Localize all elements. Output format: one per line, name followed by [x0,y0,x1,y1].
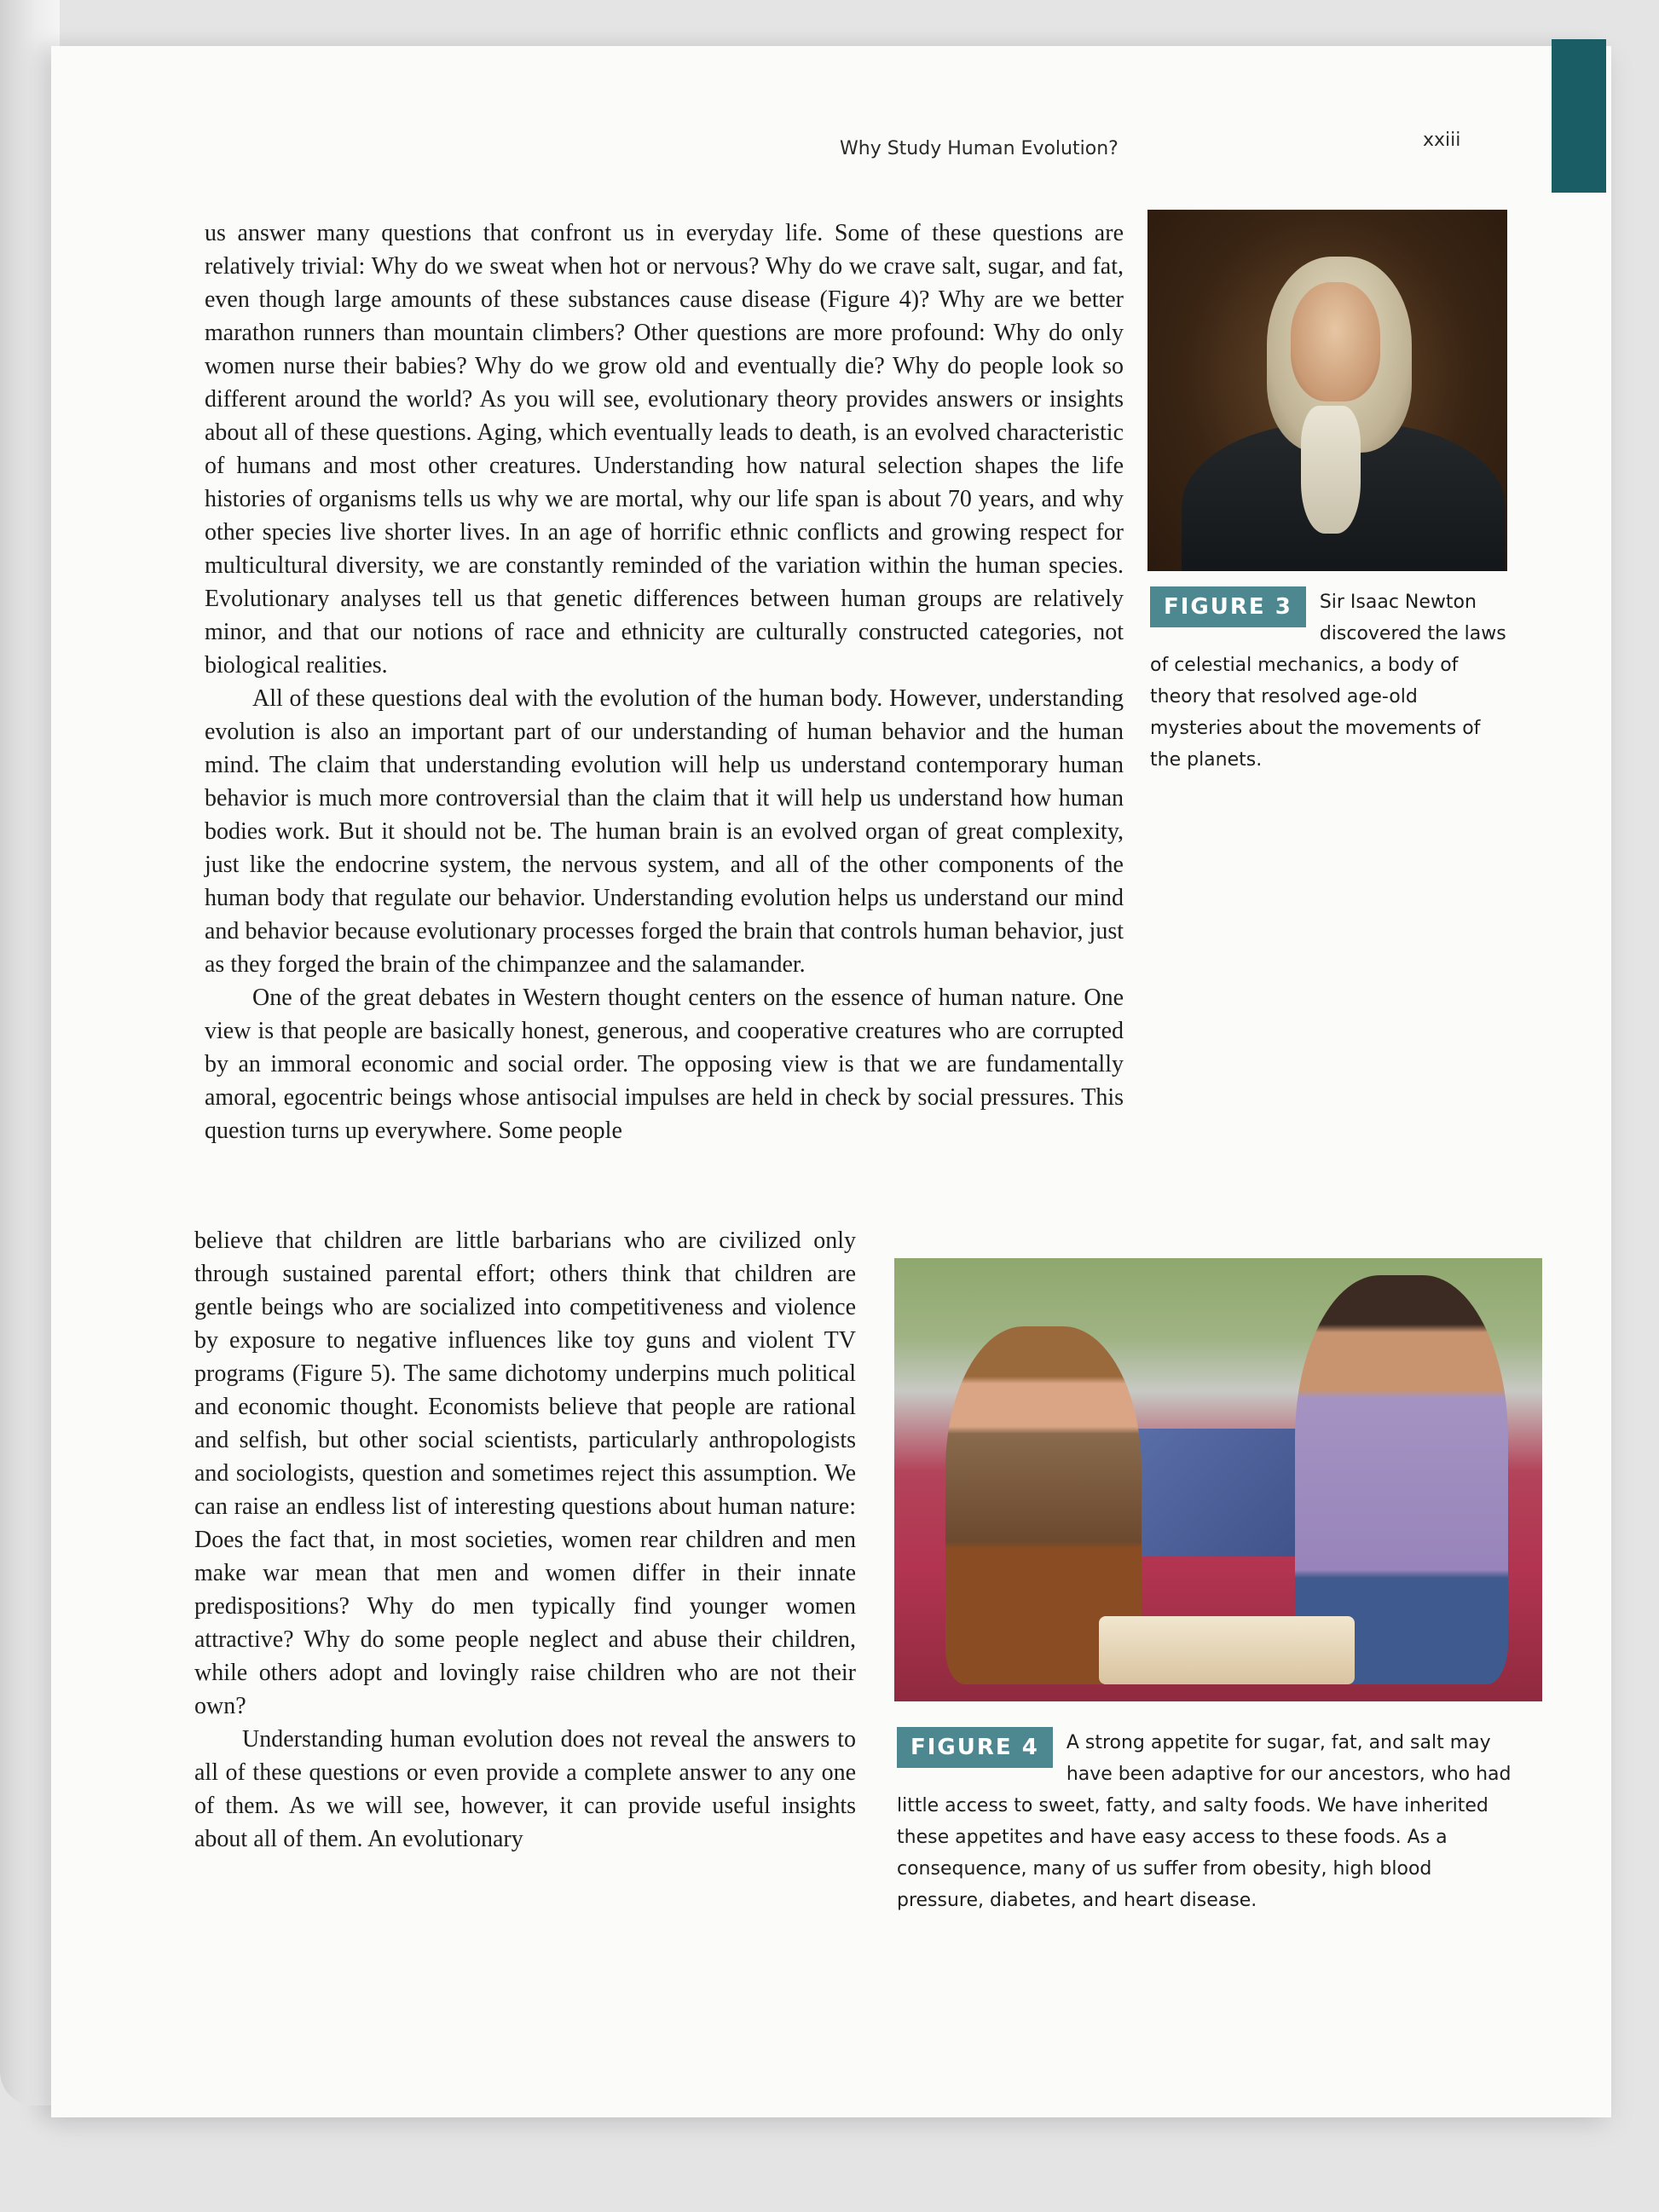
body-text-narrow-column [194,1224,856,1856]
newton-portrait-image [1147,210,1507,571]
fast-food-items [1099,1616,1355,1684]
chapter-tab [1552,39,1606,193]
figure-3-caption-text: Sir Isaac Newton discovered the laws of celestial mechanics, a body of theory that resolved age-old mysteries about the movements of the planets. [1150,592,1506,771]
fast-food-couple-image [894,1258,1542,1701]
figure-4-caption [897,1727,1516,1916]
body-text-full-width [205,217,1124,1147]
portrait-face [1291,282,1380,401]
running-header: Why Study Human Evolution? [840,138,1119,159]
paragraph: One of the great debates in Western thought centers on the essence of human nature. One view is that people are basically honest, generous, and cooperative creatures who are corrupted by an immoral economic and social order. The opposing view is that we are fundamentally amoral, egocentric beings whose antisocial impulses are held in check by social pressures. This question turns up everywhere. Some people [205,985,1124,1144]
page-number: xxiii [1423,130,1461,151]
paragraph: Understanding human evolution does not reveal the answers to all of these questions or even provide a complete answer to any one of them. As we will see, however, it can provide useful insights about all of them. An evolutionary [194,1726,856,1852]
paragraph: All of these questions deal with the evolution of the human body. However, understanding evolution is also an important part of our understanding of human behavior and the human mind. The claim that understanding evolution will help us understand contemporary human behavior is much more controversial than the claim that it will help us understand how human bodies work. But it should not be. The human brain is an evolved organ of great complexity, just like the endocrine system, the nervous system, and all of the other components of the human body that regulate our behavior. Understanding evolution helps us understand our mind and behavior because evolutionary processes forged the brain that controls human behavior, just as they forged the brain of the chimpanzee and the salamander. [205,685,1124,978]
figure-4-caption-text: A strong appetite for sugar, fat, and salt may have been adaptive for our ancestors, who had little access to sweet, fatty, and salty foods. We have inherited these appetites and have easy access to these foods. As a consequence, many of us suffer from obesity, high blood pressure, diabetes, and heart disease. [897,1732,1512,1911]
figure-3-caption [1150,586,1508,776]
paragraph: us answer many questions that confront us in everyday life. Some of these questions are relatively trivial: Why do we sweat when hot or nervous? Why do we crave salt, sugar, and fat, even though large amounts of these substances cause disease (Figure 4)? Why are we better marathon runners than mountain climbers? Other questions are more profound: Why do only women nurse their babies? Why do we grow old and eventually die? Why do people look so different around the world? As you will see, evolutionary theory provides answers or insights about all of these questions. Aging, which eventually leads to death, is an evolved characteristic of humans and most other creatures. Understanding how natural selection shapes the life histories of organisms tells us why we are mortal, why our life span is about 70 years, and why other species live shorter lives. In an age of horrific ethnic conflicts and growing respect for multicultural diversity, we are constantly reminded of the variation within the human species. Evolutionary analyses tell us that genetic differences between human groups are relatively minor, and that our notions of race and ethnicity are culturally constructed categories, not biological realities. [205,220,1124,679]
figure-4-label: FIGURE 4 [897,1727,1053,1768]
portrait-cravat [1301,406,1361,534]
paragraph: believe that children are little barbarians who are civilized only through sustained parental effort; others think that children are gentle beings who are socialized into competitiveness and violence by exposure to negative influences like toy guns and violent TV programs (Figure 5). The same dichotomy underpins much political and economic thought. Economists believe that people are rational and selfish, but other social scientists, particularly anthropologists and sociologists, question and sometimes reject this assumption. We can raise an endless list of interesting questions about human nature: Does the fact that, in most societies, women rear children and men make war mean that men and women differ in their innate predispositions? Why do men typically find younger women attractive? Why do some people neglect and abuse their children, while others adopt and lovingly raise children who are not their own? [194,1227,856,1719]
figure-3-label: FIGURE 3 [1150,586,1306,627]
